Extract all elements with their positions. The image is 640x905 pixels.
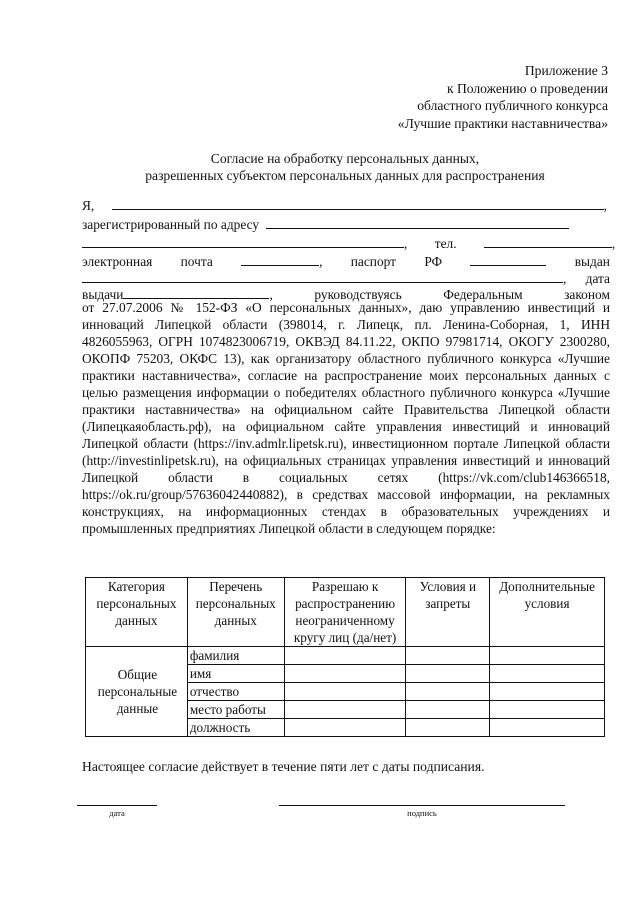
date-label: дата bbox=[585, 271, 610, 286]
tel-blank[interactable] bbox=[484, 235, 612, 248]
guided-label: руководствуясь bbox=[314, 287, 402, 302]
passport-blank[interactable] bbox=[470, 253, 546, 266]
signature-caption: подпись bbox=[407, 808, 437, 818]
title-line-1: Согласие на обработку персональных данных, bbox=[210, 151, 480, 166]
personal-data-table bbox=[85, 577, 605, 737]
permission-cell[interactable] bbox=[284, 683, 406, 701]
address-blank-2[interactable] bbox=[82, 235, 404, 248]
appendix-line-4: «Лучшие практики наставничества» bbox=[397, 115, 608, 131]
rf-label: РФ bbox=[424, 254, 443, 269]
issued-by-blank[interactable] bbox=[82, 270, 563, 283]
date-signature-line[interactable] bbox=[77, 805, 157, 806]
item-cell: фамилия bbox=[187, 647, 284, 665]
appendix-line-1: Приложение 3 bbox=[524, 63, 608, 78]
title-line-2: разрешенных субъектом персональных данных для распространения bbox=[145, 168, 545, 183]
consent-body-text: от 27.07.2006 № 152-ФЗ «О персональных данных», даю управлению инвестиций и инноваций Липецкой области (398014, г. Липецк, пл. Ленина-Соборная, 1, ИНН 4826055963, ОГРН 1074823006719, ОКВЭД 84.11.22, ОКПО 97981714, ОКОГУ 2300280, ОКОПФ 75203, ОКФС 13), как организатору областного публичного конкурса «Лучшие практики наставничества», согласие на распространение моих персональных данных с целью размещения информации о победителях областного публичного конкурса «Лучшие практики наставничества» на официальном сайте Правительства Липецкой области (Липецкаяобласть.рф), на официальном сайте управления инвестиций и инноваций Липецкой области (https://inv.admlr.lipetsk.ru), инвестиционном портале Липецкой области (http://investinlipetsk.ru), на официальных страницах управления инвестиций и инноваций Липецкой области в социальных сетях (https://vk.com/club146366518, https://ok.ru/group/57636042440882), в средствах массовой информации, на рекламных конструкциях, на информационных стендах в образовательных учреждениях и промышленных предприятиях Липецкой области в следующем порядке: bbox=[82, 300, 610, 536]
additional-cell[interactable] bbox=[490, 701, 605, 719]
issue-date-blank[interactable] bbox=[123, 286, 269, 299]
comma: , bbox=[404, 236, 408, 251]
header-list: Перечень персональных данных bbox=[187, 578, 284, 647]
item-cell: имя bbox=[187, 665, 284, 683]
table-row bbox=[86, 647, 605, 665]
email-label-2: почта bbox=[180, 254, 213, 269]
address-blank[interactable] bbox=[266, 216, 569, 229]
header-permission: Разрешаю к распространению неограниченному кругу лиц (да/нет) bbox=[284, 578, 406, 647]
conditions-cell[interactable] bbox=[406, 701, 490, 719]
header-category: Категория персональных данных bbox=[86, 578, 188, 647]
comma: , bbox=[319, 254, 323, 269]
form-line-tel bbox=[82, 235, 616, 252]
form-line-issued-by bbox=[82, 270, 610, 287]
comma: , bbox=[603, 198, 607, 213]
permission-cell[interactable] bbox=[284, 647, 406, 665]
federal-label: Федеральным bbox=[443, 287, 523, 302]
passport-label: паспорт bbox=[350, 254, 397, 269]
email-label: электронная bbox=[82, 254, 153, 269]
table-header-row bbox=[86, 578, 605, 647]
permission-cell[interactable] bbox=[284, 719, 406, 737]
item-cell: отчество bbox=[187, 683, 284, 701]
conditions-cell[interactable] bbox=[406, 665, 490, 683]
item-cell: место работы bbox=[187, 701, 284, 719]
form-line-email bbox=[82, 253, 610, 270]
appendix-header bbox=[300, 62, 608, 132]
conditions-cell[interactable] bbox=[406, 683, 490, 701]
email-blank[interactable] bbox=[241, 253, 319, 266]
issued-label: выдан bbox=[574, 254, 610, 269]
date-caption: дата bbox=[109, 808, 125, 818]
form-line-address bbox=[82, 216, 610, 233]
category-cell: Общие персональные данные bbox=[86, 647, 188, 737]
form-line-name bbox=[82, 197, 610, 214]
appendix-line-2: к Положению о проведении bbox=[446, 80, 608, 96]
fullname-blank[interactable] bbox=[112, 197, 604, 210]
validity-statement: Настоящее согласие действует в течение пяти лет с даты подписания. bbox=[82, 759, 485, 774]
document-title bbox=[80, 150, 610, 184]
permission-cell[interactable] bbox=[284, 665, 406, 683]
i-label: Я, bbox=[82, 198, 95, 213]
signature-line[interactable] bbox=[279, 805, 565, 806]
permission-cell[interactable] bbox=[284, 701, 406, 719]
issue-label: выдачи bbox=[82, 287, 124, 302]
header-additional: Дополнительные условия bbox=[490, 578, 605, 647]
comma: , bbox=[611, 236, 616, 251]
additional-cell[interactable] bbox=[490, 719, 605, 737]
conditions-cell[interactable] bbox=[406, 647, 490, 665]
additional-cell[interactable] bbox=[490, 665, 605, 683]
appendix-line-3: областного публичного конкурса bbox=[417, 98, 608, 113]
comma: , bbox=[269, 287, 273, 302]
item-cell: должность bbox=[187, 719, 284, 737]
tel-label: тел. bbox=[434, 236, 457, 251]
law-label: законом bbox=[564, 287, 610, 302]
registered-label: зарегистрированный по адресу bbox=[82, 217, 260, 232]
additional-cell[interactable] bbox=[490, 647, 605, 665]
additional-cell[interactable] bbox=[490, 683, 605, 701]
conditions-cell[interactable] bbox=[406, 719, 490, 737]
header-conditions: Условия и запреты bbox=[406, 578, 490, 647]
comma: , bbox=[563, 271, 567, 286]
